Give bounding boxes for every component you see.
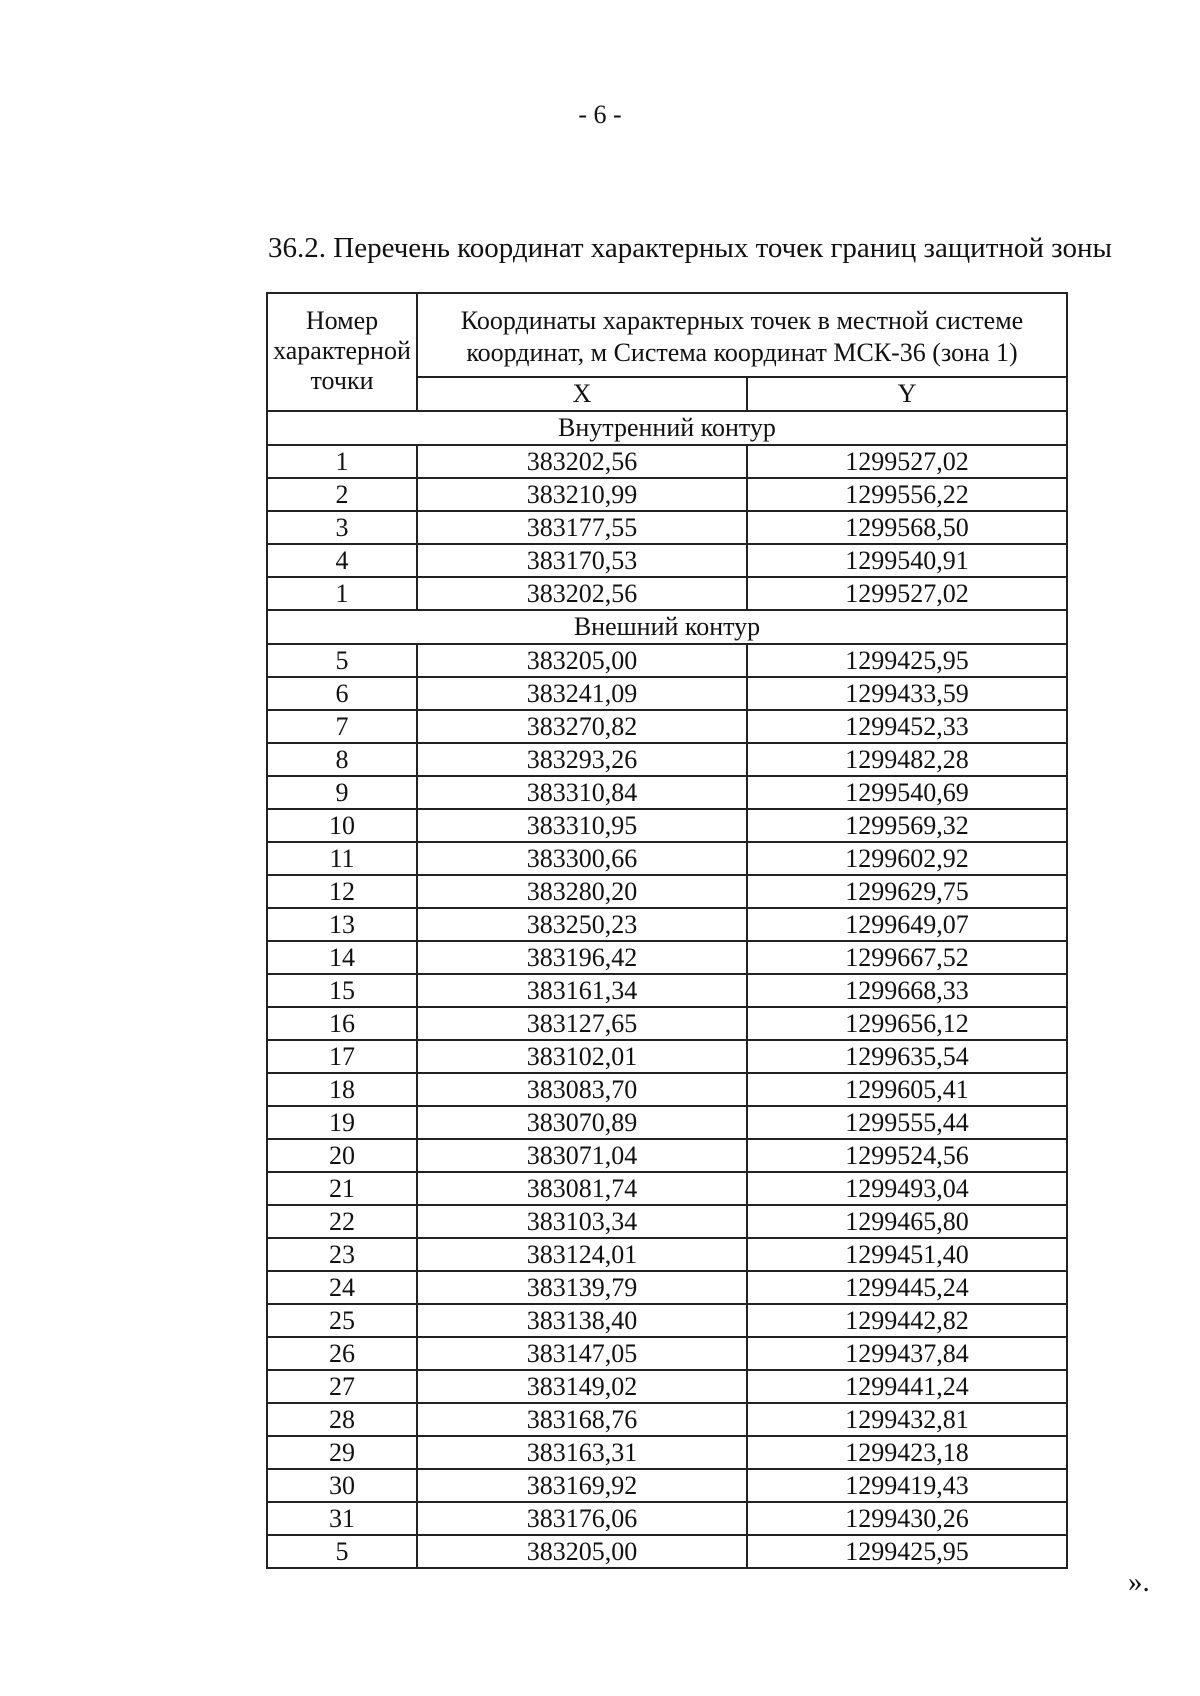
point-number-cell: 4: [267, 544, 417, 577]
y-coordinate-cell: 1299441,24: [747, 1370, 1067, 1403]
table-row: [267, 842, 1067, 875]
table-row: [267, 1370, 1067, 1403]
x-coordinate-cell: 383138,40: [417, 1304, 747, 1337]
table-row: [267, 974, 1067, 1007]
section-header-row: [267, 411, 1067, 445]
y-coordinate-cell: 1299524,56: [747, 1139, 1067, 1172]
x-coordinate-cell: 383147,05: [417, 1337, 747, 1370]
point-number-cell: 13: [267, 908, 417, 941]
y-coordinate-cell: 1299649,07: [747, 908, 1067, 941]
point-number-cell: 22: [267, 1205, 417, 1238]
point-number-cell: 31: [267, 1502, 417, 1535]
y-coordinate-cell: 1299635,54: [747, 1040, 1067, 1073]
y-coordinate-cell: 1299419,43: [747, 1469, 1067, 1502]
point-number-cell: 20: [267, 1139, 417, 1172]
table-row: [267, 1106, 1067, 1139]
x-coordinate-cell: 383196,42: [417, 941, 747, 974]
y-coordinate-cell: 1299527,02: [747, 445, 1067, 478]
point-number-cell: 19: [267, 1106, 417, 1139]
table-row: [267, 1337, 1067, 1370]
point-number-cell: 9: [267, 776, 417, 809]
point-number-cell: 14: [267, 941, 417, 974]
x-coordinate-cell: 383127,65: [417, 1007, 747, 1040]
closing-quote-mark: ».: [1128, 1566, 1150, 1598]
point-number-cell: 6: [267, 677, 417, 710]
x-coordinate-cell: 383270,82: [417, 710, 747, 743]
x-coordinate-cell: 383168,76: [417, 1403, 747, 1436]
point-number-cell: 23: [267, 1238, 417, 1271]
table-row: [267, 1304, 1067, 1337]
table-row: [267, 544, 1067, 577]
x-coordinate-cell: 383081,74: [417, 1172, 747, 1205]
y-coordinate-cell: 1299452,33: [747, 710, 1067, 743]
y-coordinate-cell: 1299568,50: [747, 511, 1067, 544]
table-row: [267, 1238, 1067, 1271]
y-coordinate-cell: 1299656,12: [747, 1007, 1067, 1040]
y-coordinate-cell: 1299667,52: [747, 941, 1067, 974]
section-title-cell: Внешний контур: [267, 610, 1067, 644]
table-row: [267, 1436, 1067, 1469]
x-coordinate-cell: 383176,06: [417, 1502, 747, 1535]
x-coordinate-cell: 383293,26: [417, 743, 747, 776]
page-number: - 6 -: [578, 100, 622, 129]
table-row: [267, 776, 1067, 809]
table-row: [267, 511, 1067, 544]
header-point-number: Номер характерной точки: [267, 293, 417, 411]
x-coordinate-cell: 383139,79: [417, 1271, 747, 1304]
x-coordinate-cell: 383205,00: [417, 644, 747, 677]
point-number-cell: 5: [267, 644, 417, 677]
y-coordinate-cell: 1299556,22: [747, 478, 1067, 511]
y-coordinate-cell: 1299668,33: [747, 974, 1067, 1007]
table-body: [267, 293, 1067, 1568]
point-number-cell: 21: [267, 1172, 417, 1205]
point-number-cell: 18: [267, 1073, 417, 1106]
table-row: [267, 1073, 1067, 1106]
y-coordinate-cell: 1299605,41: [747, 1073, 1067, 1106]
y-coordinate-cell: 1299540,69: [747, 776, 1067, 809]
y-coordinate-cell: 1299555,44: [747, 1106, 1067, 1139]
y-coordinate-cell: 1299465,80: [747, 1205, 1067, 1238]
point-number-cell: 11: [267, 842, 417, 875]
point-number-cell: 29: [267, 1436, 417, 1469]
y-coordinate-cell: 1299482,28: [747, 743, 1067, 776]
table-row: [267, 577, 1067, 610]
y-coordinate-cell: 1299629,75: [747, 875, 1067, 908]
x-coordinate-cell: 383250,23: [417, 908, 747, 941]
x-coordinate-cell: 383163,31: [417, 1436, 747, 1469]
point-number-cell: 28: [267, 1403, 417, 1436]
table-row: [267, 941, 1067, 974]
y-coordinate-cell: 1299540,91: [747, 544, 1067, 577]
point-number-cell: 25: [267, 1304, 417, 1337]
x-coordinate-cell: 383102,01: [417, 1040, 747, 1073]
coordinates-table: [266, 292, 1068, 1569]
point-number-cell: 27: [267, 1370, 417, 1403]
y-coordinate-cell: 1299602,92: [747, 842, 1067, 875]
table-row: [267, 478, 1067, 511]
point-number-cell: 3: [267, 511, 417, 544]
table-row: [267, 809, 1067, 842]
x-coordinate-cell: 383300,66: [417, 842, 747, 875]
point-number-cell: 17: [267, 1040, 417, 1073]
point-number-cell: 30: [267, 1469, 417, 1502]
table-row: [267, 1271, 1067, 1304]
x-coordinate-cell: 383310,84: [417, 776, 747, 809]
x-coordinate-cell: 383161,34: [417, 974, 747, 1007]
table-row: [267, 445, 1067, 478]
x-coordinate-cell: 383103,34: [417, 1205, 747, 1238]
x-coordinate-cell: 383124,01: [417, 1238, 747, 1271]
table-row: [267, 1535, 1067, 1568]
y-coordinate-cell: 1299451,40: [747, 1238, 1067, 1271]
point-number-cell: 16: [267, 1007, 417, 1040]
header-x: X: [417, 377, 747, 411]
point-number-cell: 10: [267, 809, 417, 842]
table-row: [267, 644, 1067, 677]
header-coordinates: Координаты характерных точек в местной системе координат, м Система координат МСК-36 (зона 1): [417, 293, 1067, 377]
point-number-cell: 1: [267, 577, 417, 610]
table-row: [267, 1172, 1067, 1205]
point-number-cell: 1: [267, 445, 417, 478]
x-coordinate-cell: 383310,95: [417, 809, 747, 842]
x-coordinate-cell: 383170,53: [417, 544, 747, 577]
table-row: [267, 743, 1067, 776]
point-number-cell: 24: [267, 1271, 417, 1304]
point-number-cell: 26: [267, 1337, 417, 1370]
section-title: 36.2. Перечень координат характерных точек границ защитной зоны: [268, 232, 1112, 264]
x-coordinate-cell: 383210,99: [417, 478, 747, 511]
x-coordinate-cell: 383070,89: [417, 1106, 747, 1139]
x-coordinate-cell: 383280,20: [417, 875, 747, 908]
x-coordinate-cell: 383205,00: [417, 1535, 747, 1568]
x-coordinate-cell: 383202,56: [417, 445, 747, 478]
y-coordinate-cell: 1299425,95: [747, 644, 1067, 677]
x-coordinate-cell: 383083,70: [417, 1073, 747, 1106]
y-coordinate-cell: 1299430,26: [747, 1502, 1067, 1535]
x-coordinate-cell: 383149,02: [417, 1370, 747, 1403]
table-row: [267, 1502, 1067, 1535]
table-row: [267, 710, 1067, 743]
x-coordinate-cell: 383202,56: [417, 577, 747, 610]
point-number-cell: 15: [267, 974, 417, 1007]
x-coordinate-cell: 383177,55: [417, 511, 747, 544]
y-coordinate-cell: 1299569,32: [747, 809, 1067, 842]
x-coordinate-cell: 383241,09: [417, 677, 747, 710]
table-row: [267, 1469, 1067, 1502]
y-coordinate-cell: 1299493,04: [747, 1172, 1067, 1205]
table-row: [267, 908, 1067, 941]
table-row: [267, 1403, 1067, 1436]
y-coordinate-cell: 1299432,81: [747, 1403, 1067, 1436]
point-number-cell: 8: [267, 743, 417, 776]
table-row: [267, 1007, 1067, 1040]
section-title-cell: Внутренний контур: [267, 411, 1067, 445]
point-number-cell: 7: [267, 710, 417, 743]
y-coordinate-cell: 1299445,24: [747, 1271, 1067, 1304]
y-coordinate-cell: 1299442,82: [747, 1304, 1067, 1337]
table-row: [267, 1205, 1067, 1238]
y-coordinate-cell: 1299425,95: [747, 1535, 1067, 1568]
y-coordinate-cell: 1299437,84: [747, 1337, 1067, 1370]
point-number-cell: 2: [267, 478, 417, 511]
y-coordinate-cell: 1299527,02: [747, 577, 1067, 610]
table-row: [267, 1040, 1067, 1073]
y-coordinate-cell: 1299423,18: [747, 1436, 1067, 1469]
header-y: Y: [747, 377, 1067, 411]
x-coordinate-cell: 383169,92: [417, 1469, 747, 1502]
section-header-row: [267, 610, 1067, 644]
x-coordinate-cell: 383071,04: [417, 1139, 747, 1172]
y-coordinate-cell: 1299433,59: [747, 677, 1067, 710]
table-header-row: [267, 293, 1067, 377]
table-row: [267, 677, 1067, 710]
table-row: [267, 875, 1067, 908]
table-row: [267, 1139, 1067, 1172]
point-number-cell: 5: [267, 1535, 417, 1568]
point-number-cell: 12: [267, 875, 417, 908]
